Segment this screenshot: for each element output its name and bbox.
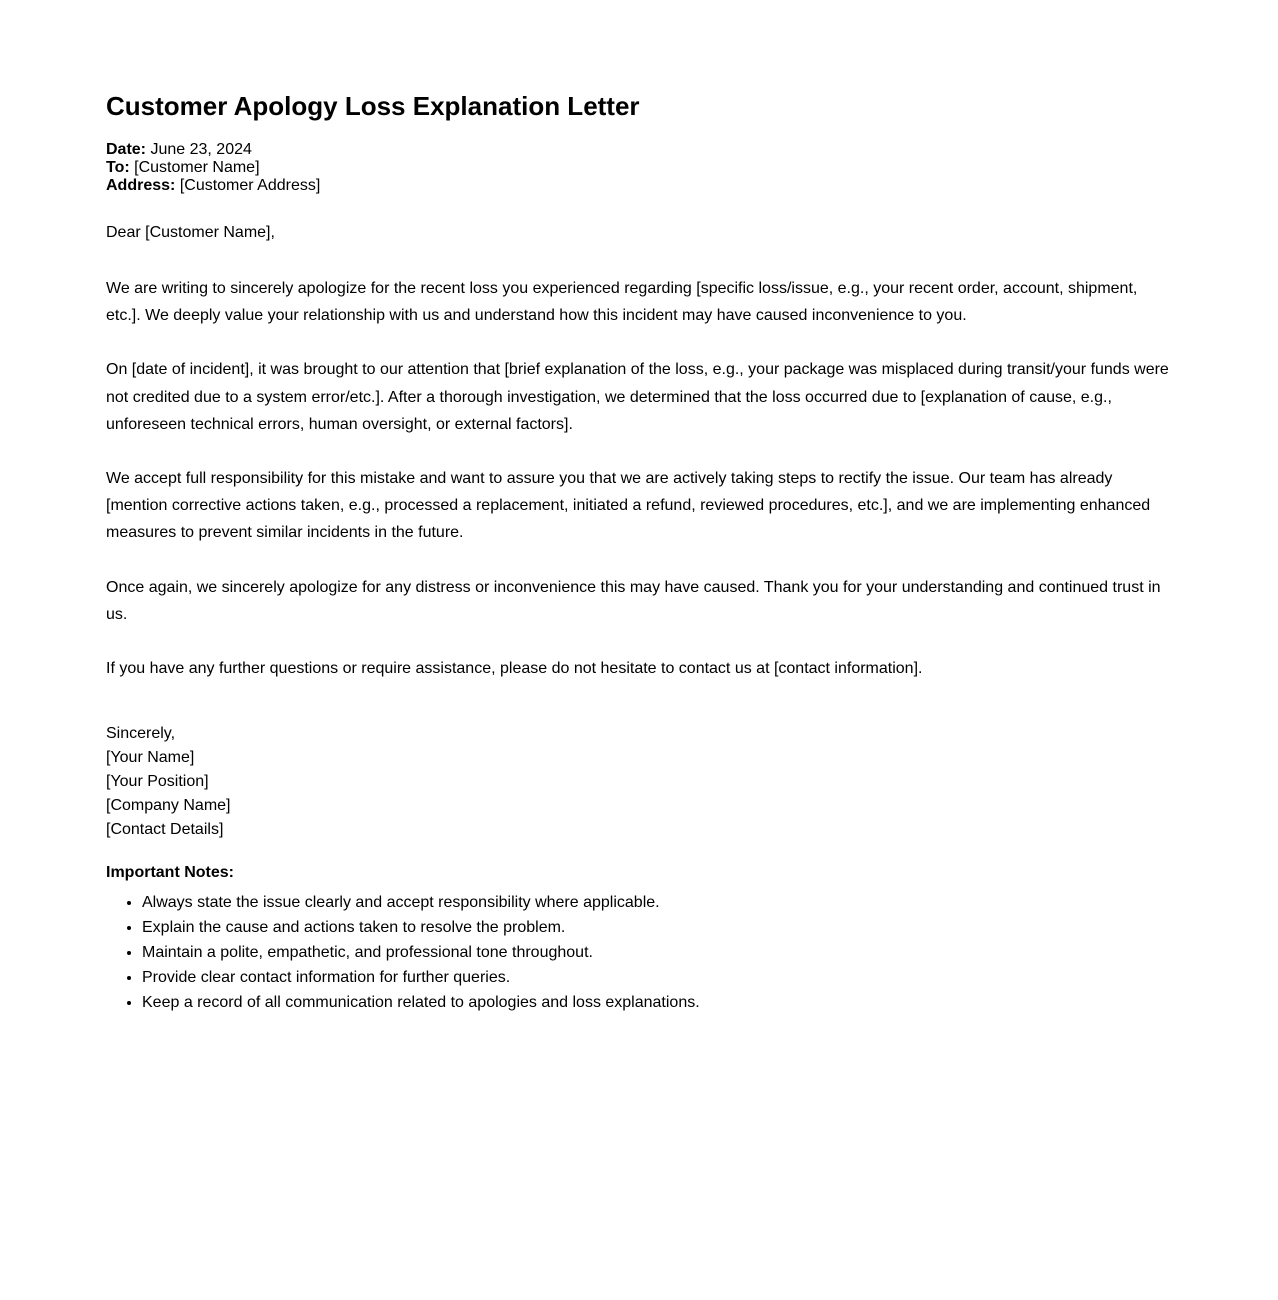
contact-details: [Contact Details] — [106, 821, 224, 839]
signer-position: [Your Position] — [106, 773, 209, 791]
signer-name: [Your Name] — [106, 749, 195, 767]
page-title: Customer Apology Loss Explanation Letter — [106, 91, 640, 121]
paragraph-responsibility: We accept full responsibility for this mistake and want to assure you that we are actively taking steps to rectify the issue. Our team has already [mention corrective actions taken, e.g., processed a replacement, initiated a refund, reviewed procedures, etc.], and we are implementing enhanced measures to prevent similar incidents in the future. — [106, 470, 1151, 542]
letter-meta — [106, 141, 1172, 195]
to-line — [106, 159, 1172, 177]
date-label: Date: — [106, 141, 147, 158]
address-line — [106, 177, 1172, 195]
to-value: [Customer Name] — [134, 159, 260, 176]
date-line — [106, 141, 1172, 159]
paragraph-contact: If you have any further questions or require assistance, please do not hesitate to contact us at [contact information]. — [106, 660, 923, 678]
salutation: Dear [Customer Name], — [106, 224, 275, 241]
list-item: • Always state the issue clearly and accept responsibility where applicable. — [142, 890, 1172, 915]
notes-heading: Important Notes: — [106, 864, 234, 882]
address-label: Address: — [106, 177, 176, 194]
list-item: • Explain the cause and actions taken to resolve the problem. — [142, 915, 1172, 940]
list-item: • Maintain a polite, empathetic, and professional tone throughout. — [142, 940, 1172, 965]
paragraph-explanation: On [date of incident], it was brought to our attention that [brief explanation of the loss, e.g., your package was misplaced during transit/your funds were not credited due to a system error/etc.]. After a thorough investigation, we determined that the loss occurred due to [explanation of cause, e.g., unforeseen technical errors, human oversight, or external factors]. — [106, 361, 1169, 433]
address-value: [Customer Address] — [179, 177, 321, 194]
list-item: • Provide clear contact information for further queries. — [142, 965, 1172, 990]
list-item: • Keep a record of all communication related to apologies and loss explanations. — [142, 990, 1172, 1015]
company-name: [Company Name] — [106, 797, 231, 815]
closing-line: Sincerely, — [106, 725, 176, 743]
date-value: June 23, 2024 — [150, 141, 252, 158]
signature-block — [106, 722, 1172, 842]
notes-list — [106, 890, 1172, 1015]
to-label: To: — [106, 159, 130, 176]
paragraph-apology: We are writing to sincerely apologize for the recent loss you experienced regarding [specific loss/issue, e.g., your recent order, account, shipment, etc.]. We deeply value your relationship with us and understand how this incident may have caused inconvenience to you. — [106, 280, 1138, 325]
paragraph-closing-apology: Once again, we sincerely apologize for any distress or inconvenience this may have caused. Thank you for your understanding and continued trust in us. — [106, 578, 1161, 623]
